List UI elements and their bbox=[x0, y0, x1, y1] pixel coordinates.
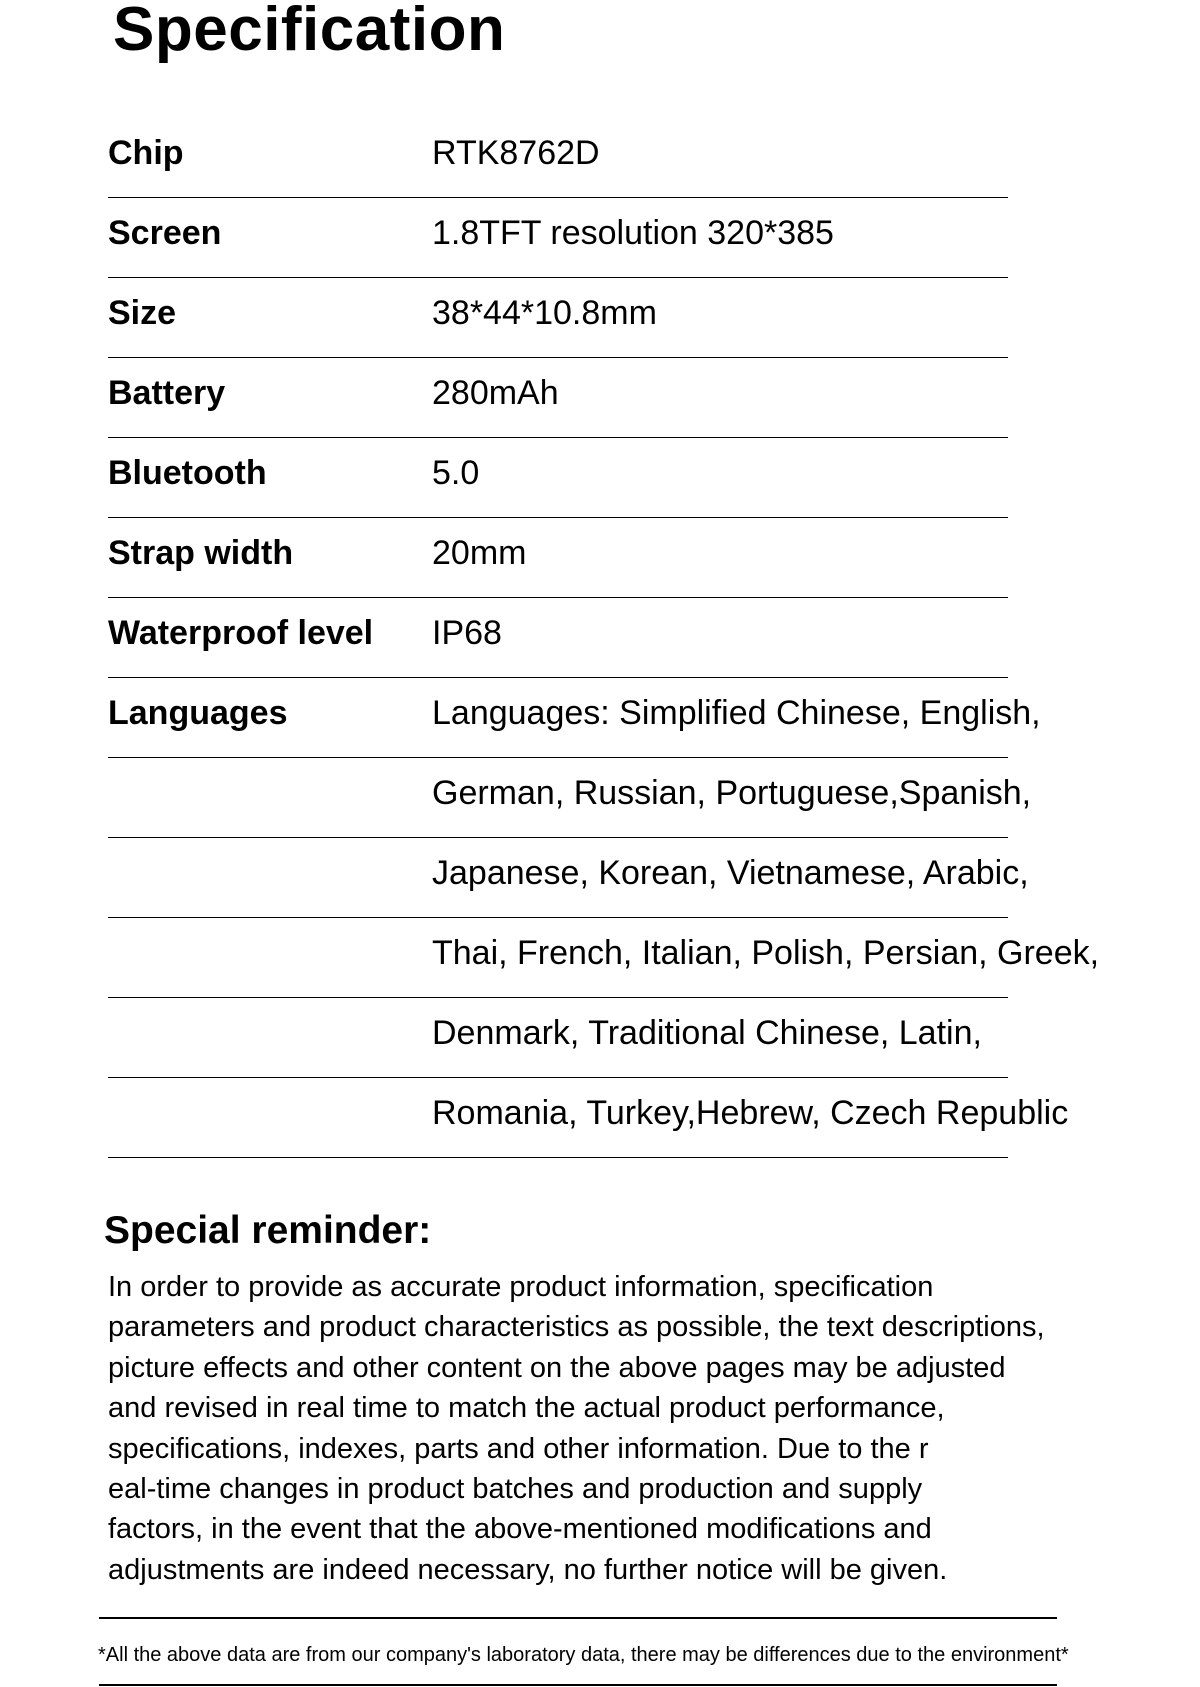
row-divider bbox=[108, 757, 1008, 758]
row-divider bbox=[108, 357, 1008, 358]
row-divider bbox=[108, 917, 1008, 918]
spec-row bbox=[0, 919, 1200, 999]
spec-row bbox=[0, 599, 1200, 679]
spec-row bbox=[0, 439, 1200, 519]
spec-value: 38*44*10.8mm bbox=[432, 294, 657, 332]
spec-label: Strap width bbox=[108, 534, 294, 572]
spec-row bbox=[0, 119, 1200, 199]
row-divider bbox=[108, 437, 1008, 438]
row-divider bbox=[108, 837, 1008, 838]
spec-label: Bluetooth bbox=[108, 454, 267, 492]
page-title: Specification bbox=[113, 0, 506, 64]
reminder-title: Special reminder: bbox=[104, 1209, 432, 1252]
footer-note: *All the above data are from our company's laboratory data, there may be differences due to the environment* bbox=[98, 1644, 1069, 1666]
spec-row bbox=[0, 759, 1200, 839]
spec-label: Waterproof level bbox=[108, 614, 374, 652]
spec-value: Japanese, Korean, Vietnamese, Arabic, bbox=[432, 854, 1029, 892]
spec-value: Denmark, Traditional Chinese, Latin, bbox=[432, 1014, 982, 1052]
spec-row bbox=[0, 679, 1200, 759]
spec-label: Languages bbox=[108, 694, 288, 732]
spec-label: Screen bbox=[108, 214, 222, 252]
spec-value: German, Russian, Portuguese,Spanish, bbox=[432, 774, 1032, 812]
footer-divider-bottom bbox=[99, 1684, 1057, 1686]
spec-label: Chip bbox=[108, 134, 184, 172]
spec-label: Size bbox=[108, 294, 177, 332]
spec-label: Battery bbox=[108, 374, 226, 412]
spec-value: Languages: Simplified Chinese, English, bbox=[432, 694, 1041, 732]
footer-divider-top bbox=[99, 1617, 1057, 1619]
spec-value: 5.0 bbox=[432, 454, 480, 492]
row-divider bbox=[108, 1157, 1008, 1158]
row-divider bbox=[108, 597, 1008, 598]
spec-value: 20mm bbox=[432, 534, 527, 572]
spec-row bbox=[0, 839, 1200, 919]
row-divider bbox=[108, 517, 1008, 518]
reminder-line: picture effects and other content on the above pages may be adjusted bbox=[108, 1351, 1006, 1384]
row-divider bbox=[108, 1077, 1008, 1078]
row-divider bbox=[108, 677, 1008, 678]
spec-row bbox=[0, 359, 1200, 439]
row-divider bbox=[108, 997, 1008, 998]
reminder-line: adjustments are indeed necessary, no further notice will be given. bbox=[108, 1553, 948, 1586]
spec-row bbox=[0, 519, 1200, 599]
reminder-line: eal-time changes in product batches and production and supply bbox=[108, 1473, 923, 1506]
spec-value: Romania, Turkey,Hebrew, Czech Republic bbox=[432, 1094, 1069, 1132]
reminder-line: parameters and product characteristics as possible, the text descriptions, bbox=[108, 1311, 1045, 1344]
row-divider bbox=[108, 197, 1008, 198]
spec-value: Thai, French, Italian, Polish, Persian, Greek, bbox=[432, 934, 1100, 972]
reminder-body bbox=[108, 1267, 1108, 1590]
reminder-line: factors, in the event that the above-mentioned modifications and bbox=[108, 1513, 932, 1546]
reminder-line: In order to provide as accurate product information, specification bbox=[108, 1271, 934, 1303]
spec-row bbox=[0, 999, 1200, 1079]
spec-row bbox=[0, 199, 1200, 279]
spec-value: RTK8762D bbox=[432, 134, 600, 172]
spec-row bbox=[0, 279, 1200, 359]
row-divider bbox=[108, 277, 1008, 278]
reminder-line: specifications, indexes, parts and other information. Due to the r bbox=[108, 1432, 929, 1465]
reminder-line: and revised in real time to match the actual product performance, bbox=[108, 1392, 945, 1425]
spec-value: 280mAh bbox=[432, 374, 559, 412]
spec-row bbox=[0, 1079, 1200, 1159]
spec-value: IP68 bbox=[432, 614, 502, 652]
spec-value: 1.8TFT resolution 320*385 bbox=[432, 214, 834, 252]
